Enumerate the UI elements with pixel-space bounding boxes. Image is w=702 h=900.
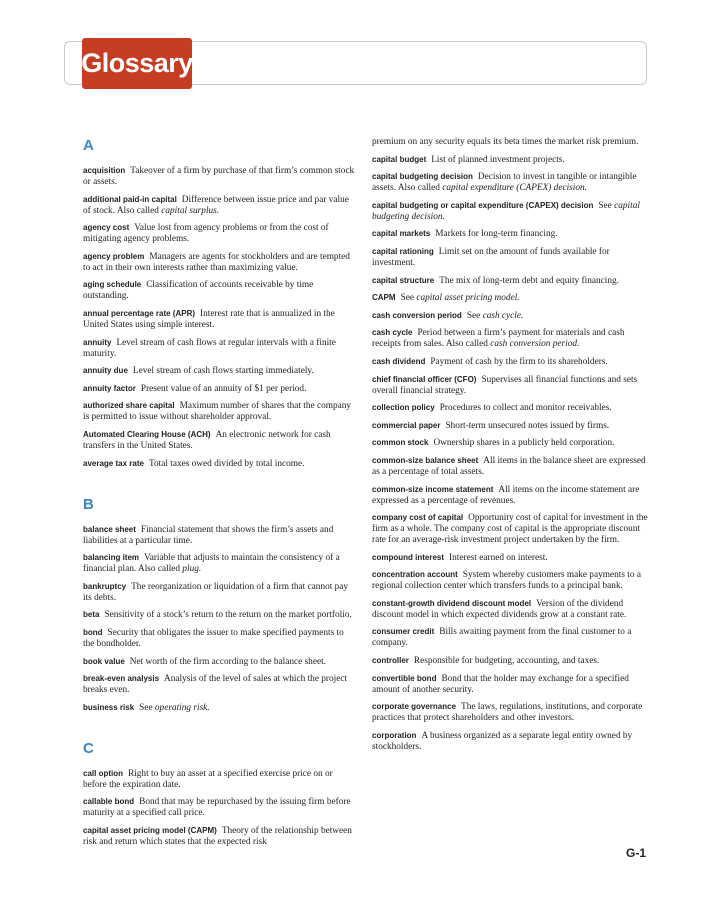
glossary-term: common-size balance sheet — [372, 455, 479, 465]
glossary-entry — [372, 228, 648, 240]
glossary-term: acquisition — [83, 166, 126, 175]
glossary-term: common stock — [372, 438, 429, 448]
glossary-definition: Responsible for budgeting, accounting, and taxes. — [413, 656, 600, 667]
glossary-definition: A business organized as a separate legal entity owned by stockholders. — [372, 730, 633, 752]
section-letter: C — [83, 739, 94, 757]
glossary-term: agency problem — [83, 251, 145, 261]
glossary-entry — [372, 598, 648, 621]
glossary-term: capital markets — [372, 229, 431, 239]
glossary-entry — [83, 429, 357, 452]
glossary-definition: Limit set on the amount of funds available for investment. — [372, 246, 610, 268]
glossary-term: authorized share capital — [83, 401, 175, 411]
glossary-definition: Short-term unsecured notes issued by firms. — [445, 420, 610, 431]
cross-reference: operating risk. — [154, 702, 210, 713]
glossary-term: Automated Clearing House (ACH) — [83, 429, 211, 439]
glossary-term: additional paid-in capital — [83, 194, 177, 204]
glossary-term: call option — [83, 768, 123, 778]
glossary-term: bond — [83, 627, 103, 637]
glossary-definition: Supervises all financial functions and sets overall financial strategy. — [372, 374, 638, 396]
glossary-term: CAPM — [372, 293, 396, 303]
continued-definition: premium on any security equals its beta times the market risk premium. — [372, 137, 639, 147]
glossary-term: consumer credit — [372, 627, 435, 637]
glossary-entry — [372, 402, 648, 414]
glossary-term: book value — [83, 656, 125, 666]
glossary-term: company cost of capital — [372, 513, 464, 523]
glossary-definition: Analysis of the level of sales at which the project breaks even. — [83, 674, 348, 696]
glossary-term: capital budgeting decision — [372, 172, 473, 182]
section-letter: B — [83, 495, 94, 513]
glossary-term: average tax rate — [83, 458, 144, 468]
glossary-entry — [83, 796, 357, 819]
glossary-entry — [372, 310, 648, 322]
glossary-term: corporate governance — [372, 702, 457, 712]
glossary-definition: Opportunity cost of capital for investment in the firm as a whole. The company cost of capital is the appropriate discount rate for an average-risk investment project undertaken by the firm. — [372, 513, 648, 546]
glossary-entry — [83, 609, 357, 621]
glossary-definition: See — [466, 310, 483, 321]
glossary-definition: Right to buy an asset at a specified exercise price on or before the expiration date. — [83, 768, 333, 790]
glossary-term: corporation — [372, 730, 417, 740]
glossary-term: balancing item — [83, 553, 140, 563]
glossary-definition: Version of the dividend discount model in which expected dividends grow at a constant rate. — [372, 598, 627, 620]
letter-section — [83, 740, 357, 848]
glossary-entry — [83, 222, 357, 245]
glossary-term: concentration account — [372, 570, 458, 580]
glossary-entry — [83, 581, 357, 604]
glossary-term: chief financial officer (CFO) — [372, 374, 477, 384]
glossary-term: annuity — [83, 337, 112, 347]
glossary-entry — [372, 356, 648, 368]
glossary-entry — [83, 524, 357, 547]
glossary-term: constant-growth dividend discount model — [372, 598, 532, 608]
glossary-term: capital rationing — [372, 246, 434, 256]
glossary-term: cash dividend — [372, 356, 426, 366]
glossary-entry — [83, 552, 357, 575]
cross-reference: capital budgeting decision. — [372, 200, 640, 222]
glossary-entry — [372, 374, 648, 397]
glossary-term: annual percentage rate (APR) — [83, 308, 196, 318]
glossary-term: balance sheet — [83, 524, 136, 534]
glossary-term: annuity due — [83, 366, 128, 376]
glossary-entry — [372, 626, 648, 649]
glossary-definition: Level stream of cash flows starting immediately. — [132, 366, 314, 377]
glossary-term: convertible bond — [372, 673, 437, 683]
glossary-entry — [372, 673, 648, 696]
glossary-entry — [83, 458, 357, 470]
glossary-term: compound interest — [372, 552, 445, 562]
glossary-term: business risk — [83, 702, 135, 712]
glossary-term: capital budgeting or capital expenditure (CAPEX) decision — [372, 200, 594, 210]
glossary-entry — [83, 400, 357, 423]
glossary-entry — [83, 194, 357, 217]
glossary-term: aging schedule — [83, 280, 142, 290]
glossary-term: bankruptcy — [83, 581, 127, 591]
glossary-definition: See — [400, 293, 417, 304]
glossary-entry — [372, 512, 648, 546]
glossary-entry — [372, 730, 648, 753]
glossary-entry — [83, 365, 357, 377]
cross-reference: cash conversion period. — [490, 339, 580, 350]
glossary-definition: Difference between issue price and par value of stock. Also called — [83, 194, 349, 216]
glossary-entry — [372, 171, 648, 194]
glossary-entry — [83, 279, 357, 302]
glossary-definition: Theory of the relationship between risk and return which states that the expected risk — [83, 825, 352, 847]
glossary-term: commercial paper — [372, 420, 441, 430]
glossary-entry — [372, 437, 648, 449]
glossary-definition: All items on the income statement are expressed as a percentage of revenues. — [372, 484, 640, 506]
glossary-term: cash conversion period — [372, 310, 462, 320]
glossary-entry — [372, 655, 648, 667]
glossary-definition: Payment of cash by the firm to its shareholders. — [430, 356, 608, 367]
glossary-entry — [83, 251, 357, 274]
glossary-term: beta — [83, 610, 100, 620]
glossary-definition: See — [598, 200, 615, 211]
glossary-entry — [372, 701, 648, 724]
right-column — [372, 137, 648, 758]
glossary-definition: List of planned investment projects. — [431, 154, 565, 165]
glossary-entry — [83, 627, 357, 650]
glossary-definition: All items in the balance sheet are expressed as a percentage of total assets. — [372, 455, 646, 477]
glossary-definition: Present value of an annuity of $1 per period. — [140, 383, 307, 394]
glossary-definition: Variable that adjusts to maintain the consistency of a financial plan. Also called — [83, 553, 340, 575]
glossary-term: capital asset pricing model (CAPM) — [83, 825, 217, 835]
glossary-entry — [372, 154, 648, 166]
glossary-entry — [372, 246, 648, 269]
cross-reference: capital surplus. — [161, 205, 220, 216]
glossary-term: capital structure — [372, 275, 435, 285]
glossary-definition: Security that obligates the issuer to make specified payments to the bondholder. — [83, 627, 344, 649]
glossary-definition: Procedures to collect and monitor receivables. — [439, 403, 612, 414]
glossary-definition: An electronic network for cash transfers in the United States. — [83, 429, 331, 451]
glossary-definition: Managers are agents for stockholders and are tempted to act in their own interests rather than maximizing value. — [83, 251, 350, 273]
glossary-definition: Bond that the holder may exchange for a specified amount of another security. — [372, 673, 629, 695]
glossary-definition: Markets for long-term financing. — [435, 229, 558, 240]
glossary-definition: Sensitivity of a stock’s return to the return on the market portfolio. — [104, 610, 352, 621]
glossary-definition: Classification of accounts receivable by time outstanding. — [83, 280, 314, 302]
glossary-definition: Financial statement that shows the firm’s assets and liabilities at a particular time. — [83, 524, 334, 546]
glossary-entry — [83, 768, 357, 791]
glossary-term: callable bond — [83, 797, 135, 807]
glossary-entry — [83, 825, 357, 848]
letter-section — [83, 496, 357, 714]
glossary-definition: The mix of long-term debt and equity financing. — [439, 275, 619, 286]
glossary-entry — [372, 275, 648, 287]
glossary-entry — [372, 200, 648, 223]
glossary-definition: The laws, regulations, institutions, and corporate practices that protect shareholders and other investors. — [372, 702, 643, 724]
glossary-definition: Value lost from agency problems or from the cost of mitigating agency problems. — [83, 223, 329, 245]
glossary-definition: Bills awaiting payment from the final customer to a company. — [372, 627, 632, 649]
glossary-term: agency cost — [83, 223, 130, 233]
glossary-term: controller — [372, 656, 409, 666]
glossary-entry — [83, 656, 357, 668]
glossary-entry — [83, 673, 357, 696]
glossary-term: common-size income statement — [372, 484, 494, 494]
glossary-entry — [83, 165, 357, 188]
glossary-entry — [372, 327, 648, 350]
glossary-term: capital budget — [372, 154, 427, 164]
left-column — [83, 137, 357, 874]
glossary-entry — [372, 552, 648, 564]
glossary-definition: Takeover of a firm by purchase of that firm’s common stock or assets. — [83, 166, 355, 187]
glossary-definition: The reorganization or liquidation of a firm that cannot pay its debts. — [83, 581, 349, 603]
glossary-entry — [372, 569, 648, 592]
glossary-definition: Bond that may be repurchased by the issuing firm before maturity at a specified call price. — [83, 797, 351, 819]
glossary-entry — [83, 337, 357, 360]
page-title: Glossary — [82, 38, 192, 89]
glossary-definition: Level stream of cash flows at regular intervals with a finite maturity. — [83, 337, 336, 359]
glossary-definition: See — [139, 702, 155, 713]
glossary-definition: Period between a firm’s payment for materials and cash receipts from sales. Also called — [372, 328, 625, 350]
glossary-entry — [83, 308, 357, 331]
glossary-entry — [83, 383, 357, 395]
glossary-definition: Interest earned on interest. — [449, 552, 548, 563]
glossary-entry — [372, 455, 648, 478]
glossary-definition: Interest rate that is annualized in the United States using simple interest. — [83, 308, 335, 330]
glossary-term: cash cycle — [372, 328, 413, 338]
glossary-term: annuity factor — [83, 383, 136, 393]
section-letter: A — [83, 137, 94, 154]
glossary-term: collection policy — [372, 403, 435, 413]
glossary-entry — [372, 292, 648, 304]
glossary-definition: Ownership shares in a publicly held corporation. — [433, 438, 615, 449]
glossary-definition: Maximum number of shares that the company is permitted to issue without shareholder approval. — [83, 401, 352, 423]
glossary-definition: Decision to invest in tangible or intangible assets. Also called — [372, 172, 637, 194]
cross-reference: capital asset pricing model. — [416, 293, 520, 304]
letter-section — [83, 137, 357, 470]
cross-reference: cash cycle. — [482, 310, 524, 321]
cross-reference: capital expenditure (CAPEX) decision. — [442, 183, 587, 194]
glossary-entry — [83, 702, 357, 714]
cross-reference: plug. — [182, 564, 202, 575]
glossary-definition: Total taxes owed divided by total income. — [148, 458, 305, 469]
glossary-definition: System whereby customers make payments to a regional collection center which transfers funds to a principal bank. — [372, 570, 641, 592]
page-number: G-1 — [626, 846, 647, 860]
glossary-entry — [372, 420, 648, 432]
glossary-term: break-even analysis — [83, 674, 160, 684]
glossary-entry — [372, 484, 648, 507]
glossary-definition: Net worth of the firm according to the balance sheet. — [129, 656, 326, 667]
